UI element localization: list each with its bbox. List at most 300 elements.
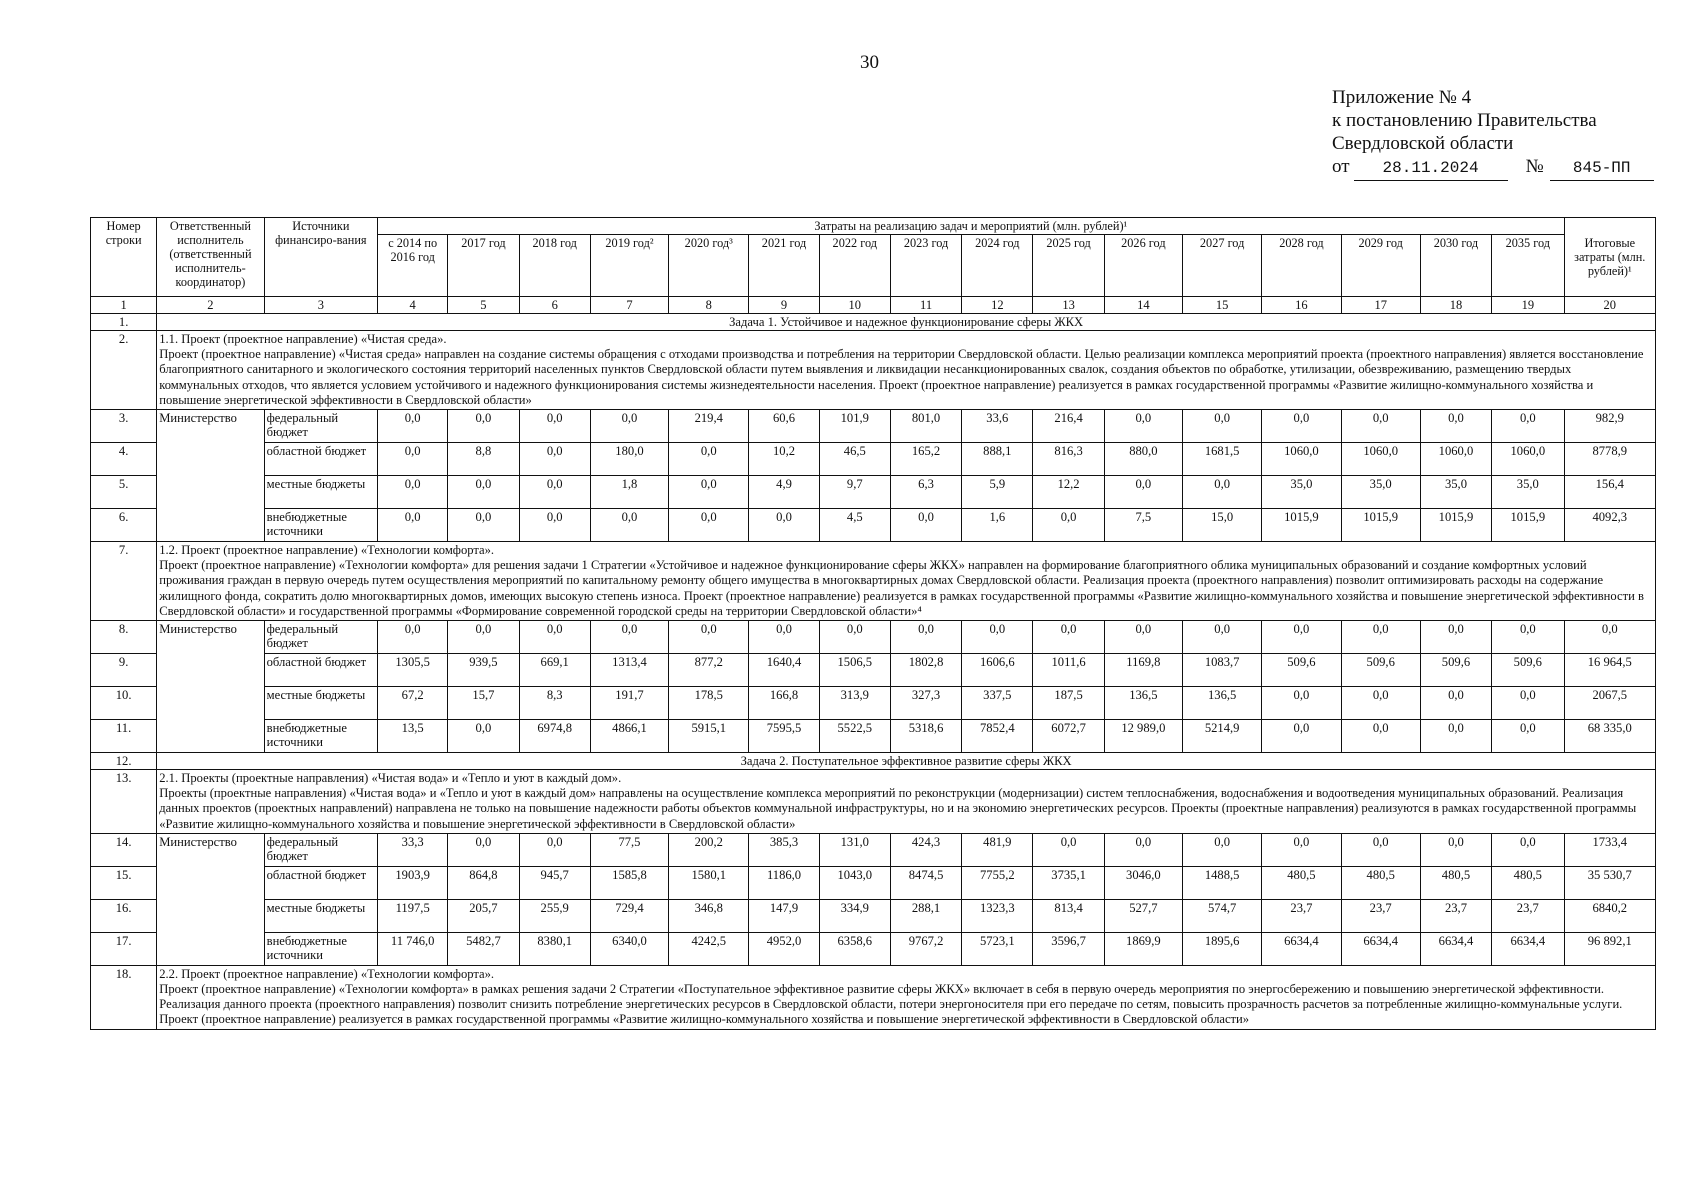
cost-value: 337,5 [962,687,1033,720]
cost-value: 1060,0 [1262,443,1341,476]
cost-value: 1015,9 [1492,509,1564,542]
cost-value: 6974,8 [519,720,590,753]
cost-value: 0,0 [1183,621,1262,654]
header-costs: Затраты на реализацию задач и мероприятий (млн. рублей)¹ [378,218,1564,235]
cost-value: 1580,1 [669,866,749,899]
cost-value: 813,4 [1033,899,1104,932]
cost-value: 6072,7 [1033,720,1104,753]
column-number: 9 [749,297,819,314]
cost-value: 187,5 [1033,687,1104,720]
column-number: 4 [378,297,448,314]
cost-value: 1585,8 [590,866,668,899]
cost-value: 10,2 [749,443,819,476]
cost-value: 6634,4 [1492,932,1564,965]
cost-value: 327,3 [890,687,961,720]
cost-value: 33,3 [378,833,448,866]
cost-value: 334,9 [819,899,890,932]
column-number: 15 [1183,297,1262,314]
date-prefix: от [1332,156,1350,177]
page-number: 30 [860,52,879,73]
table-row [91,720,1656,753]
cost-value: 1015,9 [1262,509,1341,542]
header-year: 2030 год [1420,235,1491,297]
cost-value: 200,2 [669,833,749,866]
cost-value: 5214,9 [1183,720,1262,753]
cost-value: 4242,5 [669,932,749,965]
header-year: 2021 год [749,235,819,297]
cost-value: 509,6 [1420,654,1491,687]
total-value: 68 335,0 [1564,720,1655,753]
total-value: 8778,9 [1564,443,1655,476]
header-year: 2024 год [962,235,1033,297]
cost-value: 0,0 [1420,687,1491,720]
total-value: 156,4 [1564,476,1655,509]
cost-value: 0,0 [1492,720,1564,753]
cost-value: 0,0 [378,443,448,476]
appendix-block [1332,86,1654,181]
cost-value: 11 746,0 [378,932,448,965]
row-number: 1. [91,314,157,331]
table-row [91,476,1656,509]
cost-value: 1895,6 [1183,932,1262,965]
table-body [91,218,1656,1030]
cost-value: 509,6 [1341,654,1420,687]
column-number: 17 [1341,297,1420,314]
cost-value: 60,6 [749,410,819,443]
cost-value: 1,6 [962,509,1033,542]
cost-value: 35,0 [1420,476,1491,509]
header-year: 2017 год [448,235,519,297]
cost-value: 5522,5 [819,720,890,753]
cost-value: 1313,4 [590,654,668,687]
column-number: 1 [91,297,157,314]
header-year: 2023 год [890,235,961,297]
table-row [91,509,1656,542]
cost-value: 313,9 [819,687,890,720]
column-number: 12 [962,297,1033,314]
cost-value: 1802,8 [890,654,961,687]
cost-value: 0,0 [1341,621,1420,654]
cost-value: 0,0 [1341,720,1420,753]
funding-source: федеральный бюджет [264,621,377,654]
cost-value: 6634,4 [1262,932,1341,965]
total-value: 96 892,1 [1564,932,1655,965]
cost-value: 136,5 [1104,687,1182,720]
cost-value: 1681,5 [1183,443,1262,476]
cost-value: 527,7 [1104,899,1182,932]
executor-cell: Министерство [157,410,264,542]
table-row [91,753,1656,770]
funding-source: федеральный бюджет [264,833,377,866]
cost-value: 816,3 [1033,443,1104,476]
cost-value: 0,0 [1420,720,1491,753]
cost-value: 0,0 [590,509,668,542]
header-year: 2028 год [1262,235,1341,297]
cost-value: 346,8 [669,899,749,932]
cost-value: 509,6 [1492,654,1564,687]
column-number: 6 [519,297,590,314]
cost-value: 0,0 [1420,410,1491,443]
total-value: 2067,5 [1564,687,1655,720]
column-number: 11 [890,297,961,314]
project-description: Проект (проектное направление) «Чистая среда» направлен на создание системы обращения с отходами производства и потребления на территории Свердловской области. Целью реализации комплекса мероприятий проекта (проектного направления) является восстановление благоприятного санитарного и экологического состояния территорий населенных пунктов Свердловской области путем выявления и ликвидации несанкционированных свалок, создания объектов по обработке, утилизации, обезвреживанию, размещению твердых коммунальных отходов, что является условием устойчивого и надежного функционирования системы жизнедеятельности населения. Проект (проектное направление) реализуется в рамках государственной программы «Развитие жилищно-коммунального хозяйства и повышение энергетической эффективности в Свердловской области» [159,347,1644,407]
cost-value: 1060,0 [1492,443,1564,476]
header-total: Итоговые затраты (млн. рублей)¹ [1564,218,1655,297]
cost-value: 23,7 [1341,899,1420,932]
column-number: 19 [1492,297,1564,314]
cost-value: 0,0 [1104,476,1182,509]
cost-value: 1,8 [590,476,668,509]
cost-value: 0,0 [1104,833,1182,866]
column-number: 3 [264,297,377,314]
executor-cell: Министерство [157,833,264,965]
cost-value: 1015,9 [1341,509,1420,542]
cost-value: 0,0 [519,621,590,654]
total-value: 0,0 [1564,621,1655,654]
cost-value: 13,5 [378,720,448,753]
cost-value: 0,0 [1420,621,1491,654]
cost-value: 864,8 [448,866,519,899]
cost-value: 219,4 [669,410,749,443]
cost-value: 6340,0 [590,932,668,965]
row-number: 15. [91,866,157,899]
cost-value: 0,0 [448,410,519,443]
table-row [91,833,1656,866]
cost-value: 9,7 [819,476,890,509]
cost-value: 0,0 [519,410,590,443]
project-description-cell [157,965,1656,1029]
table-row [91,965,1656,1029]
funding-source: внебюджетные источники [264,932,377,965]
cost-value: 4952,0 [749,932,819,965]
cost-value: 0,0 [819,621,890,654]
appendix-region: Свердловской области [1332,133,1514,154]
cost-value: 35,0 [1341,476,1420,509]
row-number: 6. [91,509,157,542]
cost-value: 0,0 [448,833,519,866]
cost-value: 509,6 [1262,654,1341,687]
cost-value: 101,9 [819,410,890,443]
cost-value: 0,0 [378,476,448,509]
column-number: 13 [1033,297,1104,314]
cost-value: 939,5 [448,654,519,687]
cost-value: 205,7 [448,899,519,932]
funding-source: областной бюджет [264,866,377,899]
cost-value: 6,3 [890,476,961,509]
cost-value: 0,0 [1341,687,1420,720]
cost-value: 8,3 [519,687,590,720]
header-executor: Ответственный исполнитель (ответственный исполнитель-координатор) [157,218,264,297]
cost-value: 0,0 [448,509,519,542]
funding-source: местные бюджеты [264,476,377,509]
project-description-cell [157,542,1656,621]
cost-value: 1011,6 [1033,654,1104,687]
table-row [91,331,1656,410]
cost-value: 0,0 [378,410,448,443]
cost-value: 880,0 [1104,443,1182,476]
cost-value: 0,0 [669,509,749,542]
cost-value: 216,4 [1033,410,1104,443]
cost-value: 1060,0 [1341,443,1420,476]
header-year: 2019 год² [590,235,668,297]
cost-value: 0,0 [590,410,668,443]
row-number: 9. [91,654,157,687]
header-row-no: Номер строки [91,218,157,297]
cost-value: 77,5 [590,833,668,866]
total-value: 35 530,7 [1564,866,1655,899]
total-value: 982,9 [1564,410,1655,443]
header-year: 2026 год [1104,235,1182,297]
cost-value: 23,7 [1262,899,1341,932]
cost-value: 0,0 [1492,833,1564,866]
cost-value: 1488,5 [1183,866,1262,899]
project-description-cell [157,331,1656,410]
cost-value: 12 989,0 [1104,720,1182,753]
funding-source: областной бюджет [264,443,377,476]
row-number: 14. [91,833,157,866]
cost-value: 480,5 [1262,866,1341,899]
cost-value: 1869,9 [1104,932,1182,965]
cost-value: 0,0 [1104,621,1182,654]
cost-value: 0,0 [519,833,590,866]
row-number: 7. [91,542,157,621]
table-row [91,621,1656,654]
table-row [91,687,1656,720]
row-number: 16. [91,899,157,932]
funding-source: областной бюджет [264,654,377,687]
cost-value: 877,2 [669,654,749,687]
column-number: 14 [1104,297,1182,314]
cost-value: 7755,2 [962,866,1033,899]
cost-value: 165,2 [890,443,961,476]
cost-value: 1169,8 [1104,654,1182,687]
cost-value: 4866,1 [590,720,668,753]
project-title: 2.1. Проекты (проектные направления) «Чистая вода» и «Тепло и уют в каждый дом». [159,771,622,786]
cost-value: 0,0 [1420,833,1491,866]
table-row [91,443,1656,476]
funding-source: внебюджетные источники [264,509,377,542]
column-number: 8 [669,297,749,314]
cost-value: 46,5 [819,443,890,476]
header-year: 2035 год [1492,235,1564,297]
cost-value: 0,0 [1183,410,1262,443]
project-title: 1.1. Проект (проектное направление) «Чистая среда». [159,332,447,346]
cost-value: 0,0 [378,509,448,542]
cost-value: 0,0 [669,443,749,476]
column-number: 18 [1420,297,1491,314]
cost-value: 3046,0 [1104,866,1182,899]
cost-value: 385,3 [749,833,819,866]
cost-value: 0,0 [1341,833,1420,866]
executor-cell: Министерство [157,621,264,753]
cost-value: 131,0 [819,833,890,866]
project-description: Проект (проектное направление) «Технологии комфорта» для решения задачи 1 Стратегии «Устойчивое и надежное функционирование сферы ЖКХ» направлен на формирование благоприятного облика муниципальных образований и создание комфортных условий проживания граждан в первую очередь путем осуществления мероприятий по капитальному ремонту общего имущества в многоквартирных домах Свердловской области. Реализация проекта (проектного направления) позволит оптимизировать расходы на содержание жилищного фонда, сократить долю многоквартирных домов, имеющих высокую степень износа. Проект (проектное направление) реализуется в рамках государственной программы «Развитие жилищно-коммунального хозяйства и повышение энергетической эффективности в Свердловской области» и государственной программы «Формирование современной городской среды на территории Свердловской области»⁴ [159,558,1644,618]
cost-value: 0,0 [1033,833,1104,866]
table-row [91,654,1656,687]
cost-value: 1506,5 [819,654,890,687]
cost-value: 480,5 [1492,866,1564,899]
cost-value: 3596,7 [1033,932,1104,965]
header-sources: Источники финансиро-вания [264,218,377,297]
row-number: 3. [91,410,157,443]
cost-value: 801,0 [890,410,961,443]
project-description: Проекты (проектные направления) «Чистая вода» и «Тепло и уют в каждый дом» направлены на осуществление комплекса мероприятий по реконструкции (модернизации) систем теплоснабжения, водоснабжения и водоотведения муниципальных образований. Реализация данных проектов (проектных направлений) направлена не только на повышение надежности работы объектов коммунальной инфраструктуры, но и на экономию энергетических ресурсов. Проекты (проектные направления) реализуются в рамках государственной программы «Развитие жилищно-коммунального хозяйства и повышение энергетической эффективности в Свердловской области» [159,786,1637,831]
cost-value: 0,0 [890,621,961,654]
column-number: 10 [819,297,890,314]
cost-value: 191,7 [590,687,668,720]
cost-value: 1903,9 [378,866,448,899]
cost-value: 6634,4 [1420,932,1491,965]
header-year: 2027 год [1183,235,1262,297]
row-number: 10. [91,687,157,720]
row-number: 5. [91,476,157,509]
funding-source: федеральный бюджет [264,410,377,443]
cost-value: 888,1 [962,443,1033,476]
cost-value: 166,8 [749,687,819,720]
header-year: 2022 год [819,235,890,297]
cost-value: 0,0 [669,621,749,654]
cost-value: 1060,0 [1420,443,1491,476]
cost-value: 33,6 [962,410,1033,443]
funding-source: внебюджетные источники [264,720,377,753]
cost-value: 0,0 [448,720,519,753]
cost-value: 23,7 [1492,899,1564,932]
cost-value: 5,9 [962,476,1033,509]
row-number: 13. [91,770,157,834]
cost-value: 0,0 [890,509,961,542]
cost-value: 0,0 [669,476,749,509]
cost-value: 1323,3 [962,899,1033,932]
project-title: 1.2. Проект (проектное направление) «Технологии комфорта». [159,543,495,558]
cost-value: 8474,5 [890,866,961,899]
table-row [91,410,1656,443]
cost-value: 0,0 [1262,687,1341,720]
cost-value: 3735,1 [1033,866,1104,899]
budget-table [90,217,1656,1030]
funding-source: местные бюджеты [264,687,377,720]
column-number: 2 [157,297,264,314]
cost-value: 0,0 [519,443,590,476]
cost-value: 0,0 [1183,476,1262,509]
cost-value: 5723,1 [962,932,1033,965]
total-value: 4092,3 [1564,509,1655,542]
cost-value: 180,0 [590,443,668,476]
cost-value: 0,0 [1033,509,1104,542]
row-number: 4. [91,443,157,476]
cost-value: 1640,4 [749,654,819,687]
row-number: 2. [91,331,157,410]
table-row [91,932,1656,965]
cost-value: 9767,2 [890,932,961,965]
total-value: 16 964,5 [1564,654,1655,687]
cost-value: 0,0 [1341,410,1420,443]
header-year: 2029 год [1341,235,1420,297]
task-heading: Задача 2. Поступательное эффективное развитие сферы ЖКХ [157,753,1656,770]
cost-value: 0,0 [448,476,519,509]
cost-value: 8,8 [448,443,519,476]
cost-value: 1015,9 [1420,509,1491,542]
column-numbers-row [91,297,1656,314]
cost-value: 255,9 [519,899,590,932]
cost-value: 0,0 [749,509,819,542]
table-row [91,314,1656,331]
cost-value: 1186,0 [749,866,819,899]
cost-value: 8380,1 [519,932,590,965]
table-row [91,899,1656,932]
cost-value: 480,5 [1420,866,1491,899]
row-number: 17. [91,932,157,965]
cost-value: 147,9 [749,899,819,932]
appendix-title: Приложение № 4 [1332,87,1472,108]
cost-value: 6634,4 [1341,932,1420,965]
header-year: 2025 год [1033,235,1104,297]
project-title: 2.2. Проект (проектное направление) «Технологии комфорта». [159,966,495,981]
cost-value: 0,0 [1492,410,1564,443]
funding-source: местные бюджеты [264,899,377,932]
cost-value: 0,0 [519,509,590,542]
decree-number: 845-ПП [1550,157,1654,181]
header-year: 2020 год³ [669,235,749,297]
cost-value: 7595,5 [749,720,819,753]
table-row [91,542,1656,621]
cost-value: 35,0 [1262,476,1341,509]
table-row [91,866,1656,899]
header-year: 2018 год [519,235,590,297]
cost-value: 5915,1 [669,720,749,753]
cost-value: 0,0 [1033,621,1104,654]
cost-value: 0,0 [1492,687,1564,720]
cost-value: 1083,7 [1183,654,1262,687]
cost-value: 1305,5 [378,654,448,687]
cost-value: 12,2 [1033,476,1104,509]
cost-value: 288,1 [890,899,961,932]
cost-value: 945,7 [519,866,590,899]
column-number: 5 [448,297,519,314]
total-value: 6840,2 [1564,899,1655,932]
cost-value: 1043,0 [819,866,890,899]
cost-value: 0,0 [1183,833,1262,866]
cost-value: 67,2 [378,687,448,720]
cost-value: 0,0 [448,621,519,654]
cost-value: 7852,4 [962,720,1033,753]
cost-value: 0,0 [590,621,668,654]
cost-value: 0,0 [378,621,448,654]
table-row [91,770,1656,834]
row-number: 12. [91,753,157,770]
cost-value: 15,0 [1183,509,1262,542]
cost-value: 1606,6 [962,654,1033,687]
row-number: 11. [91,720,157,753]
cost-value: 0,0 [1262,833,1341,866]
cost-value: 136,5 [1183,687,1262,720]
cost-value: 0,0 [1262,621,1341,654]
cost-value: 35,0 [1492,476,1564,509]
column-number: 7 [590,297,668,314]
cost-value: 480,5 [1341,866,1420,899]
row-number: 18. [91,965,157,1029]
cost-value: 1197,5 [378,899,448,932]
column-number: 20 [1564,297,1655,314]
cost-value: 0,0 [1262,720,1341,753]
cost-value: 0,0 [1104,410,1182,443]
header-row-1 [91,218,1656,235]
cost-value: 7,5 [1104,509,1182,542]
appendix-decree: к постановлению Правительства [1332,110,1597,131]
row-number: 8. [91,621,157,654]
cost-value: 424,3 [890,833,961,866]
decree-date: 28.11.2024 [1354,157,1508,181]
total-value: 1733,4 [1564,833,1655,866]
